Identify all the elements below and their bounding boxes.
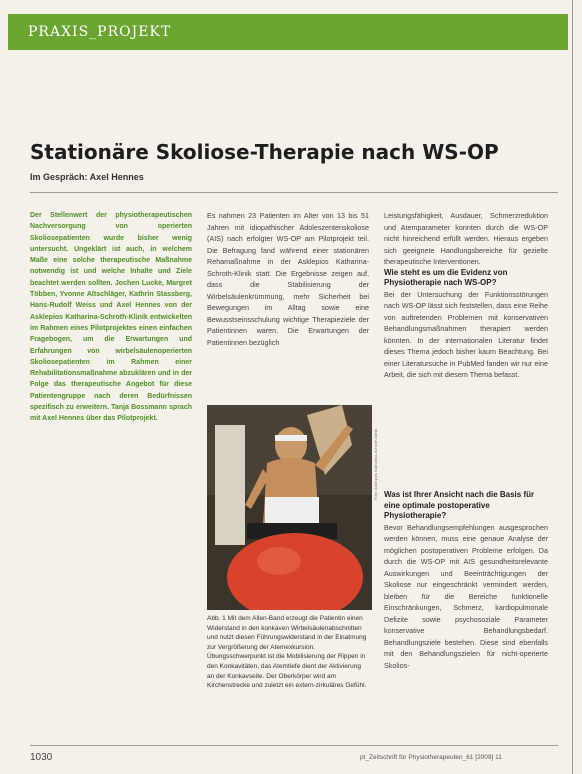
answer-evidence: Bei der Untersuchung der Funktionsstörungen nach WS-OP lässt sich feststellen, dass eine Reihe von auftretenden Problemen mit konservativen Behandlungsmaßnahmen therapiert werden könnten. In der internationalen Literatur findet dieses Thema jedoch bisher kaum Beachtung. Bei einer Literatursuche in PubMed fanden wir nur eine Arbeit, die sich mit diesem Thema befasst. <box>384 289 548 379</box>
column-three <box>384 210 548 381</box>
column-three-lower <box>384 490 548 671</box>
answer-basis: Bevor Behandlungsempfehlungen ausgesprochen werden können, muss eine genaue Analyse der möglichen postoperativen Probleme erfolgen. Da durch die WS-OP mit AIS gesundheitsrelevante Auswirkungen und Beeinträchtigungen der Skoliose nur eingeschränkt vermindert werden, bleiben für die Bereiche funktionelle Einschränkungen, Schmerz, kardiopulmonale Defizite sowie psychosoziale Parameter konservative Behandlungsbedarf. Behandlungsziele bestehen. Diese sind ebenfalls mit den Behandlungszielen für nicht-operierte Skolios- <box>384 522 548 670</box>
journal-reference: pt_Zeitschrift für Physiotherapeuten_61 [2009] 11 <box>360 754 502 761</box>
page-edge-rule <box>572 0 573 774</box>
exercise-photo <box>207 405 372 610</box>
question-evidence: Wie steht es um die Evidenz von Physiotherapie nach WS-OP? <box>384 267 508 287</box>
article-title: Stationäre Skoliose-Therapie nach WS-OP <box>30 140 499 164</box>
article-subtitle: Im Gespräch: Axel Hennes <box>30 172 144 182</box>
title-divider <box>30 192 558 193</box>
photo-caption: Abb. 1 Mit dem Allen-Band erzeugt die Patientin einen Widerstand in den konkaven Wirbelsäulenabschnitten und nutzt diesen Führungswiderstand in der Einatmung zur Vergrößerung der Atemexkursion. Übungsschwerpunkt ist die Mobilisierung der Rippen in den Konkavitäten, das Atemtiefe dient der Aktivierung an der Konkavseite. Der Oberkörper wird am Kirchenstrecke und zuletzt ein extern-zirkuläres Gefühl. <box>207 615 367 690</box>
intro-column <box>30 210 192 425</box>
question-basis: Was ist Ihrer Ansicht nach die Basis für eine optimale postoperative Physiotherapie? <box>384 490 535 520</box>
column-two-text: Es nahmen 23 Patienten im Alter von 13 bis 51 Jahren mit idiopathischer Adoleszentenskoliose (AIS) nach erfolgter WS-OP am Pilotprojekt teil. Die Befragung fand während einer stationären Rehamaßnahme in der Asklepios Katharina-Schroth-Klinik statt. Die Ergebnisse zeigen auf, dass die Stabilisierung der Wirbelsäulenkrümmung, mehr Sicherheit bei Bewegungen im Alltag sowie eine Bewusstseinsschulung wichtige Therapieziele der Patientinnen waren. Die Erwartungen der Patientinnen bezüglich <box>207 211 369 347</box>
exercise-photo-illustration <box>207 405 372 610</box>
footer-divider <box>30 745 558 746</box>
column-two <box>207 210 369 348</box>
page-number: 1030 <box>30 752 53 763</box>
column-three-text: Leistungsfähigkeit, Ausdauer, Schmerzreduktion und Atemparameter konnten durch die WS-OP nicht hinreichend erfüllt werden. Hieraus ergeben sich geeignete Handlungsbereiche für gezielte therapeutische Interventionen. <box>384 211 548 266</box>
section-label: PRAXIS_PROJEKT <box>28 24 172 40</box>
intro-text: Der Stellenwert der physiotherapeutischen Nachversorgung von operierten Skoliosepatienten wurde bisher wenig untersucht. Ungeklärt ist auch, in welchem Maße eine solche therapeutische Maßnahme notwendig ist und welche Inhalte und Ziele beachtet werden sollten. Jochen Lucke, Margret Többen, Yvonne Altschläger, Kathrin Stassberg, Hans-Rudolf Weiss und Axel Hennes von der Asklepios Katharina-Schroth-Klinik entwickelten im Rahmen eines Pilotprojektes einen einfachen Fragebogen, um die Erwartungen und Erfahrungen von wirbelsäulenoperierten Skoliosepatienten im Rahmen einer Rehabilitationsmaßnahme abzuklären und in der Folge das therapeutische Angebot für diese Patientengruppe nach deren Bedürfnissen spezifisch zu erweitern. Tanja Bossmann sprach mit Axel Hennes über das Pilotprojekt. <box>30 212 192 423</box>
section-banner <box>8 14 568 50</box>
photo-credit: Foto: Asklepios Katharina-Schroth-Klinik <box>373 428 378 500</box>
